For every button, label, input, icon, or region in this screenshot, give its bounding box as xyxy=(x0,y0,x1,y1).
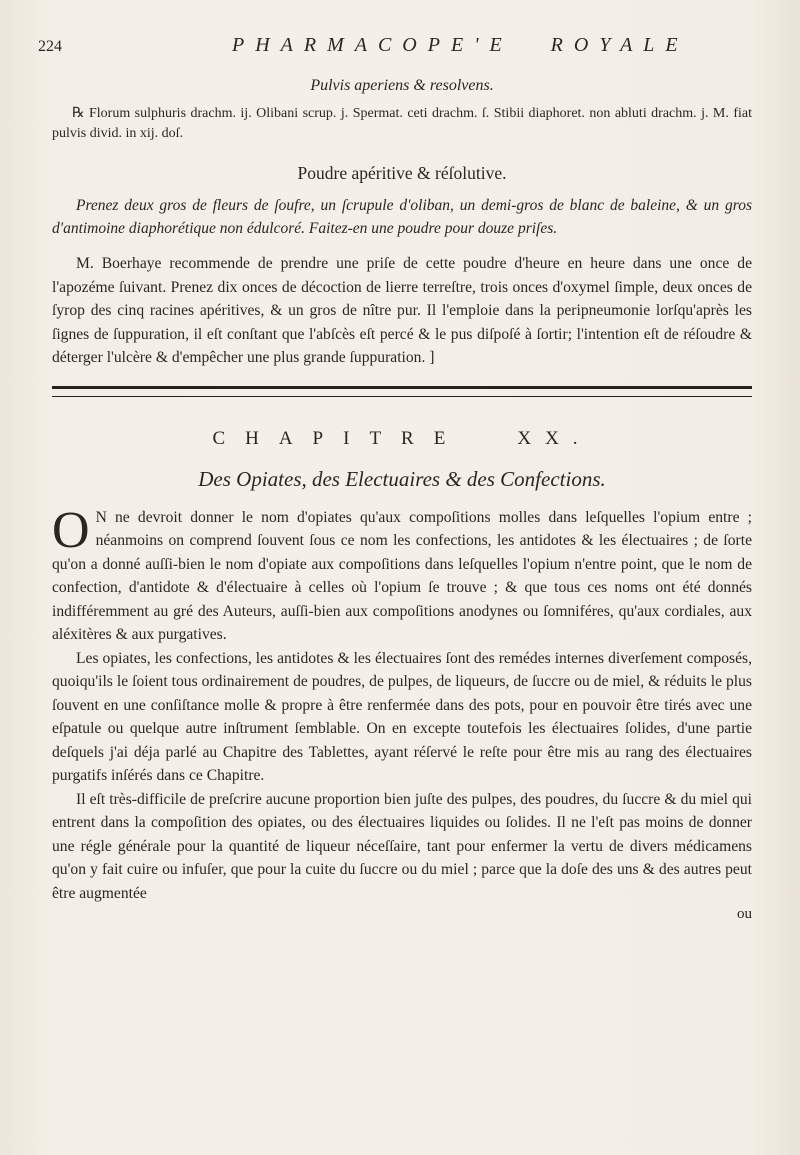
chapter-number: XX. xyxy=(517,427,592,449)
page-content xyxy=(52,74,752,923)
body-paragraph-1-text: N ne devroit donner le nom d'opiates qu'aux compoſitions molles dans leſquelles l'opium entre ; néanmoins on comprend ſouvent ſous ce nom les confections, les antidotes & les électuaires ; de ſorte qu'on a donné auſſi-bien le nom d'opiate aux compoſitions dans leſquelles l'opium n'entre point, que le nom de confection, d'antidote & d'électuaire à celles où l'opium ſe trouve ; & que tous ces noms ont été donnés indifféremment au gré des Auteurs, auſſi-bien aux compoſitions anodynes ou ſomniféres, qu'aux cordiales, aux aléxitères & aux purgatives. xyxy=(52,508,752,643)
page-number: 224 xyxy=(38,38,62,55)
drop-cap: O xyxy=(52,501,90,559)
latin-recipe-text: ℞ Florum sulphuris drachm. ij. Olibani scrup. j. Spermat. ceti drachm. ſ. Stibii diaphoret. non abluti drachm. j. M. fiat pulvis divid. in xij. doſ. xyxy=(52,105,752,141)
chapter-divider-rule xyxy=(52,386,752,397)
body-paragraph-2: Les opiates, les confections, les antidotes & les électuaires ſont des remédes internes diverſement composés, quoiqu'ils le ſoient tous ordinairement de poudres, de pulpes, de liqueurs, de ſuccre ou de miel, & réduits le plus ſouvent en une conſiſtance molle & propre à être renfermée dans des pots, pour en pouvoir être tirés avec une eſpatule ou quelque autre inſtrument ſemblable. On en excepte toutefois les électuaires ſolides, d'une partie deſquels j'ai déja parlé au Chapitre des Tablettes, ayant réſervé le reſte pour être mis au rang des électuaires purgatifs inſérés dans ce Chapitre. xyxy=(52,649,752,784)
page-header xyxy=(38,30,760,64)
boerhaave-note: M. Boerhaye recommende de prendre une priſe de cette poudre d'heure en heure dans une once de l'apozéme ſuivant. Prenez dix onces de décoction de lierre terreſtre, trois onces d'oxymel ſimple, deux onces de ſyrop des cinq racines apéritives, & un gros de nître pur. Il l'emploie dans la peripneumonie lorſqu'après les ſignes de ſuppuration, il eſt conſtant que l'abſcès eſt percé & le pus diſpoſé à ſortir; l'intention eſt de réſoudre & déterger l'ulcère & d'empêcher une plus grande ſuppuration. ] xyxy=(52,255,752,366)
running-title: PHARMACOPE'E ROYALE xyxy=(232,34,689,56)
french-recipe-title: Poudre apéritive & réſolutive. xyxy=(297,162,507,183)
french-recipe-text: Prenez deux gros de fleurs de ſoufre, un ſcrupule d'oliban, un demi-gros de blanc de baleine, & un gros d'antimoine diaphorétique non édulcoré. Faitez-en une poudre pour douze priſes. xyxy=(52,197,752,237)
body-paragraph-1 xyxy=(52,501,752,647)
latin-recipe-title: Pulvis aperiens & resolvens. xyxy=(310,77,494,94)
chapter-heading xyxy=(52,427,752,451)
catchword: ou xyxy=(737,906,752,922)
body-paragraph-3: Il eſt très-difficile de preſcrire aucune proportion bien juſte des pulpes, des poudres, du ſuccre & du miel qui entrent dans la compoſition des opiates, ou des électuaires liquides ou ſolides. Il ne l'eſt pas moins de donner une régle générale pour la quantité de liqueur néceſſaire, tant pour enfermer la vertu de divers médicamens qu'on y fait cuire ou infuſer, que pour la cuite du ſuccre ou du miel ; parce que la doſe des uns & des autres peut être augmentée xyxy=(52,790,752,902)
chapter-label: CHAPITRE xyxy=(212,427,466,449)
chapter-subtitle: Des Opiates, des Electuaires & des Confections. xyxy=(198,467,606,491)
